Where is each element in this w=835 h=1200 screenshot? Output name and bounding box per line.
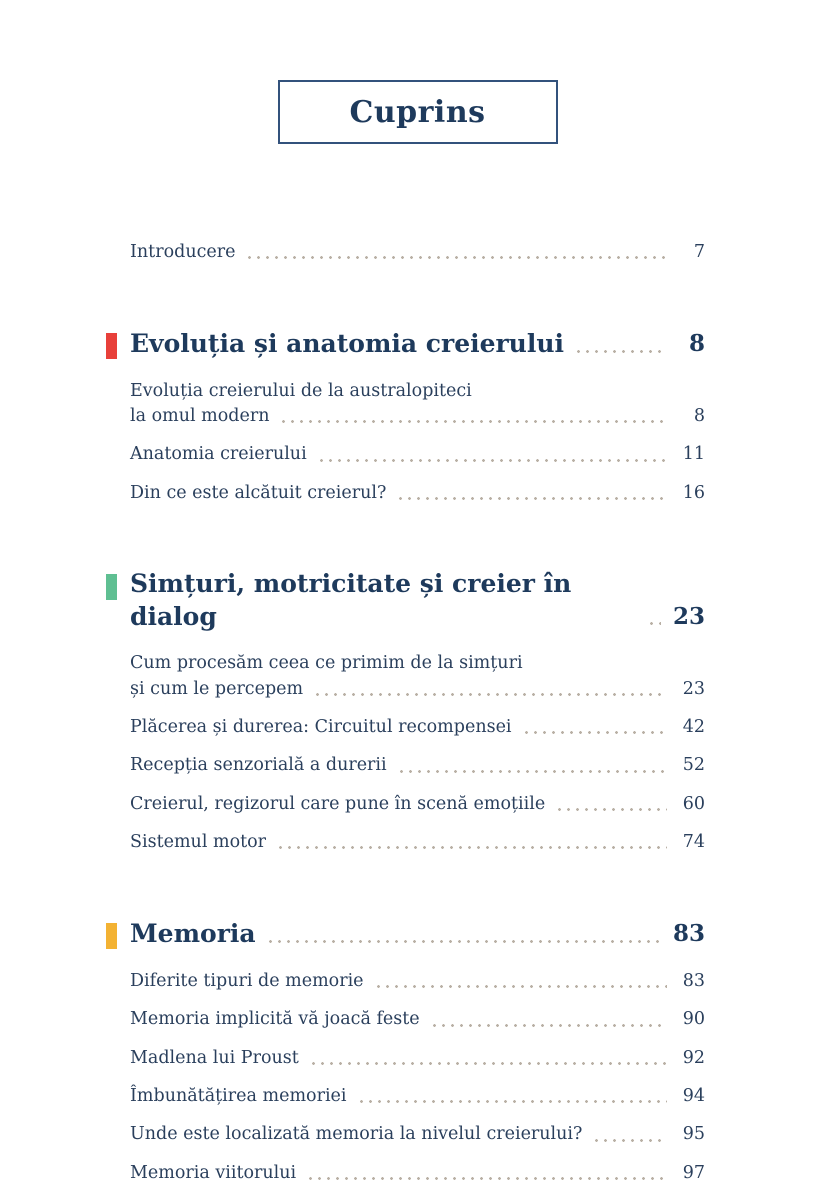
toc-content — [0, 240, 835, 1186]
toc-entry-label: Evoluția creierului de la australopiteci — [130, 380, 472, 401]
toc-entry — [130, 1007, 705, 1032]
dot-leader — [276, 846, 667, 849]
section-title: Simțuri, motricitate și creier în dialog — [130, 569, 572, 631]
dot-leader — [592, 1139, 667, 1142]
toc-entry — [130, 240, 705, 265]
toc-entry-page: 60 — [682, 793, 705, 814]
toc-entry — [130, 753, 705, 778]
toc-entry-page: 7 — [693, 242, 705, 262]
section-page: 8 — [688, 330, 705, 358]
toc-entry-label: Plăcerea și durerea: Circuitul recompensei — [130, 716, 512, 737]
toc-entry — [130, 481, 705, 506]
section-header — [130, 327, 705, 360]
toc-entry — [130, 1084, 705, 1109]
page-title: Cuprins — [349, 94, 486, 130]
section-title: Evoluția și anatomia creierului — [130, 329, 565, 359]
toc-entry-label: Madlena lui Proust — [130, 1047, 299, 1068]
section-marker — [106, 574, 117, 600]
toc-entry-label-continued: și cum le percepem — [130, 678, 304, 699]
section-header — [130, 568, 705, 633]
toc-entry-label: Cum procesăm ceea ce primim de la simțuri — [130, 653, 523, 674]
dot-leader — [266, 940, 661, 943]
toc-entry — [130, 830, 705, 855]
toc-entry-label: Memoria implicită vă joacă feste — [130, 1009, 420, 1030]
toc-entry-page: 97 — [682, 1162, 705, 1183]
section-header — [130, 917, 705, 950]
dot-leader — [317, 459, 667, 462]
toc-entry — [130, 1161, 705, 1186]
dot-leader — [430, 1024, 667, 1027]
dot-leader — [396, 497, 667, 500]
contents-title-box — [278, 80, 558, 144]
toc-entry-label: Creierul, regizorul care pune în scenă emoțiile — [130, 793, 546, 814]
toc-entry-page: 83 — [682, 970, 705, 991]
dot-leader — [555, 808, 667, 811]
toc-entry — [130, 969, 705, 994]
toc-entry-page: 8 — [693, 406, 705, 427]
section-marker — [106, 333, 117, 359]
toc-entry-page: 11 — [682, 444, 705, 465]
toc-entry-row — [130, 404, 705, 429]
toc-entry — [130, 1122, 705, 1147]
toc-entry-label: Îmbunătățirea memoriei — [130, 1085, 347, 1106]
toc-entry-page: 95 — [682, 1124, 705, 1145]
section-page: 23 — [672, 602, 705, 630]
toc-entry — [130, 1046, 705, 1071]
toc-entry-page: 16 — [682, 482, 705, 503]
toc-entry-label: Din ce este alcătuit creierul? — [130, 482, 387, 503]
section-page: 83 — [672, 920, 705, 948]
dot-leader — [357, 1100, 668, 1103]
dot-leader — [245, 256, 667, 259]
toc-entry-label: Unde este localizată memoria la nivelul creierului? — [130, 1124, 583, 1145]
toc-entry-label: Recepția senzorială a durerii — [130, 755, 387, 776]
toc-entry — [130, 379, 705, 430]
toc-entry-page: 90 — [682, 1009, 705, 1030]
toc-entry-label: Diferite tipuri de memorie — [130, 970, 364, 991]
toc-entry-page: 92 — [682, 1047, 705, 1068]
toc-entry — [130, 651, 705, 702]
dot-leader — [313, 693, 667, 696]
toc-entry — [130, 442, 705, 467]
toc-section-simturi — [130, 568, 705, 855]
toc-entry-page: 52 — [682, 755, 705, 776]
dot-leader — [306, 1177, 667, 1180]
dot-leader — [309, 1062, 667, 1065]
dot-leader — [374, 985, 667, 988]
toc-section-memoria — [130, 917, 705, 1186]
section-marker — [106, 923, 117, 949]
toc-entry-label: Sistemul motor — [130, 832, 267, 853]
section-title: Memoria — [130, 919, 256, 949]
toc-intro-block — [130, 240, 705, 265]
dot-leader — [522, 731, 667, 734]
toc-entry-page: 23 — [682, 678, 705, 699]
dot-leader — [574, 350, 661, 353]
toc-entry-label: Introducere — [130, 242, 236, 262]
toc-section-evolutia — [130, 327, 705, 506]
toc-entry — [130, 715, 705, 740]
toc-entry-label-continued: la omul modern — [130, 406, 270, 427]
toc-entry-page: 74 — [682, 832, 705, 853]
dot-leader — [397, 770, 667, 773]
toc-entry — [130, 792, 705, 817]
toc-entry-page: 94 — [682, 1085, 705, 1106]
toc-entry-label: Memoria viitorului — [130, 1162, 297, 1183]
toc-entry-row — [130, 677, 705, 702]
dot-leader — [279, 420, 667, 423]
toc-entry-page: 42 — [682, 716, 705, 737]
toc-entry-label: Anatomia creierului — [130, 444, 307, 465]
dot-leader — [647, 622, 661, 625]
